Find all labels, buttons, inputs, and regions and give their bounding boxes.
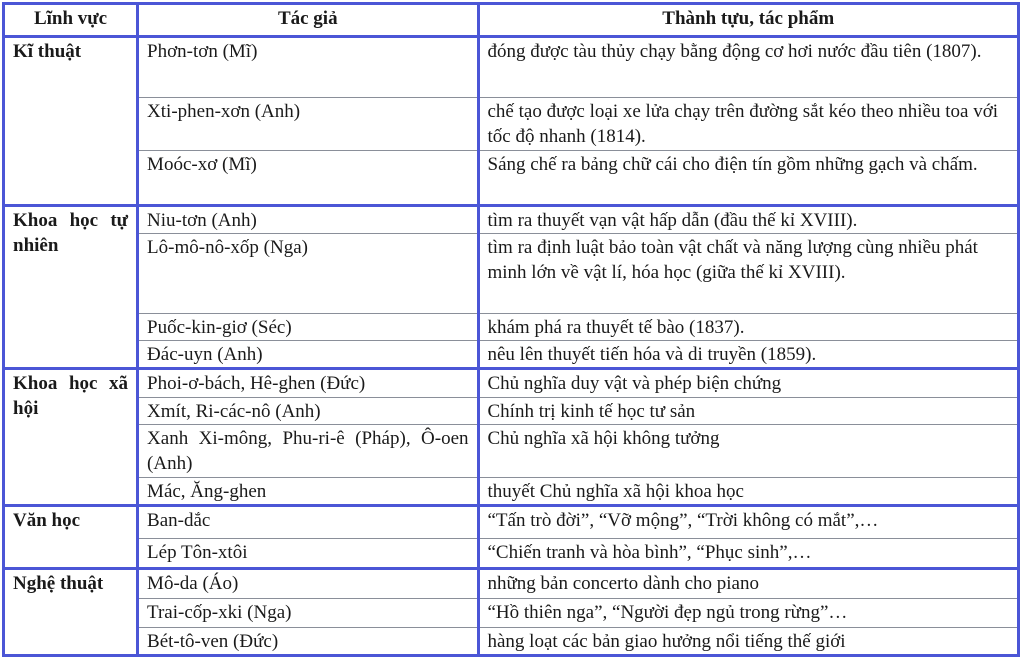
author-cell: Bét-tô-ven (Đức)	[138, 628, 478, 656]
table-row	[4, 206, 1019, 234]
work-cell: Chủ nghĩa duy vật và phép biện chứng	[478, 369, 1019, 398]
author-cell: Trai-cốp-xki (Nga)	[138, 599, 478, 628]
author-cell: Xanh Xi-mông, Phu-ri-ê (Pháp), Ô-oen (Anh)	[138, 425, 478, 478]
work-cell: hàng loạt các bản giao hưởng nổi tiếng thế giới	[478, 628, 1019, 656]
work-cell: Chủ nghĩa xã hội không tưởng	[478, 425, 1019, 478]
author-cell: Lép Tôn-xtôi	[138, 539, 478, 569]
work-cell: nêu lên thuyết tiến hóa và di truyền (1859).	[478, 341, 1019, 369]
table-row	[4, 37, 1019, 98]
author-cell: Niu-tơn (Anh)	[138, 206, 478, 234]
author-cell: Ban-dắc	[138, 506, 478, 539]
table-row	[4, 506, 1019, 539]
header-row	[4, 4, 1019, 37]
achievements-table	[2, 2, 1020, 657]
header-field: Lĩnh vực	[4, 4, 138, 37]
field-cell: Kĩ thuật	[4, 37, 138, 206]
header-author: Tác giả	[138, 4, 478, 37]
field-cell: Nghệ thuật	[4, 569, 138, 656]
author-cell: Xti-phen-xơn (Anh)	[138, 98, 478, 151]
table-row	[4, 369, 1019, 398]
work-cell: Chính trị kinh tế học tư sản	[478, 398, 1019, 425]
work-cell: khám phá ra thuyết tế bào (1837).	[478, 314, 1019, 341]
field-cell: Văn học	[4, 506, 138, 569]
table-row	[4, 599, 1019, 628]
work-cell: đóng được tàu thủy chạy bằng động cơ hơi nước đầu tiên (1807).	[478, 37, 1019, 98]
author-cell: Xmít, Ri-các-nô (Anh)	[138, 398, 478, 425]
table-row	[4, 539, 1019, 569]
table-row	[4, 569, 1019, 599]
header-work: Thành tựu, tác phẩm	[478, 4, 1019, 37]
work-cell: Sáng chế ra bảng chữ cái cho điện tín gồm những gạch và chấm.	[478, 151, 1019, 206]
field-cell: Khoa học tự nhiên	[4, 206, 138, 369]
author-cell: Puốc-kin-giơ (Séc)	[138, 314, 478, 341]
table-row	[4, 628, 1019, 656]
table-row	[4, 151, 1019, 206]
work-cell: “Tấn trò đời”, “Vỡ mộng”, “Trời không có mắt”,…	[478, 506, 1019, 539]
work-cell: “Chiến tranh và hòa bình”, “Phục sinh”,…	[478, 539, 1019, 569]
author-cell: Đác-uyn (Anh)	[138, 341, 478, 369]
table-row	[4, 425, 1019, 478]
author-cell: Phơn-tơn (Mĩ)	[138, 37, 478, 98]
table-row	[4, 398, 1019, 425]
table-row	[4, 478, 1019, 506]
field-cell: Khoa học xã hội	[4, 369, 138, 506]
author-cell: Phoi-ơ-bách, Hê-ghen (Đức)	[138, 369, 478, 398]
table-row	[4, 234, 1019, 314]
work-cell: những bản concerto dành cho piano	[478, 569, 1019, 599]
author-cell: Lô-mô-nô-xốp (Nga)	[138, 234, 478, 314]
work-cell: chế tạo được loại xe lửa chạy trên đường sắt kéo theo nhiều toa với tốc độ nhanh (1814).	[478, 98, 1019, 151]
author-cell: Moóc-xơ (Mĩ)	[138, 151, 478, 206]
work-cell: tìm ra thuyết vạn vật hấp dẫn (đầu thế kỉ XVIII).	[478, 206, 1019, 234]
work-cell: thuyết Chủ nghĩa xã hội khoa học	[478, 478, 1019, 506]
work-cell: “Hồ thiên nga”, “Người đẹp ngủ trong rừng”…	[478, 599, 1019, 628]
table-row	[4, 341, 1019, 369]
work-cell: tìm ra định luật bảo toàn vật chất và năng lượng cùng nhiều phát minh lớn về vật lí, hóa học (giữa thế kỉ XVIII).	[478, 234, 1019, 314]
author-cell: Mác, Ăng-ghen	[138, 478, 478, 506]
table-row	[4, 98, 1019, 151]
author-cell: Mô-da (Áo)	[138, 569, 478, 599]
table-row	[4, 314, 1019, 341]
